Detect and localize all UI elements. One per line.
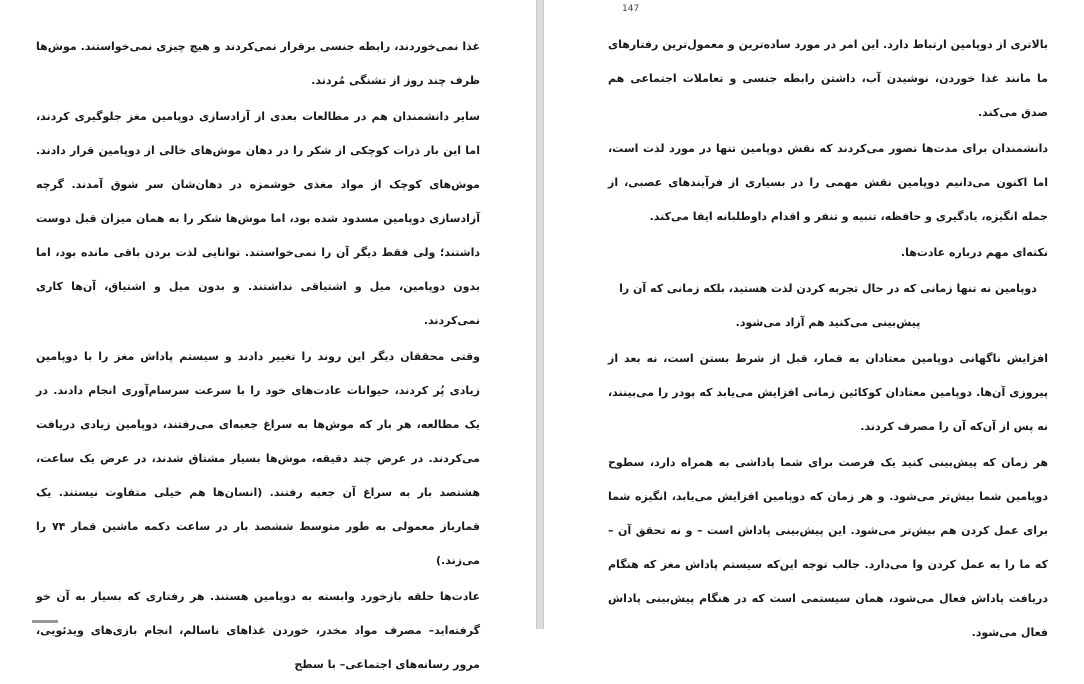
section-heading: نکته‌ای مهم درباره عادت‌ها. [900,246,1048,259]
footnote-rule [32,620,58,623]
paragraph: هر زمان که پیش‌بینی کنید یک فرصت برای شما پاداشی به همراه دارد، سطوح دوپامین شما بیش‌تر می‌شود. و هر زمان که دوپامین افزایش می‌یابد، انگیزه شما برای عمل کردن هم بیش‌تر می‌شود. این پیش‌بینی پاداش است – و نه تحقق آن – که ما را به عمل کردن وا می‌دارد. جالب توجه این‌که سیستم پاداش مغز که هنگام دریافت پاداش فعال می‌شود، همان سیستمی است که در هنگام پیش‌بینی پاداش فعال می‌شود. [608,456,1048,639]
paragraph: وقتی محققان دیگر این روند را تغییر دادند و سیستم پاداش مغز را با دوپامین زیادی پُر کردند، حیوانات عادت‌های خود را با سرعت سرسام‌آوری انجام دادند. در یک مطالعه، هر بار که موش‌ها به سراغ جعبه‌ای می‌رفتند، دوپامین زیادی دریافت می‌کردند. در عرض چند دقیقه، موش‌ها بسیار مشتاق شدند، در عرض یک ساعت، هشتصد بار به سراغ آن جعبه رفتند. (انسان‌ها هم خیلی متفاوت نیستند. یک قمارباز معمولی به طور متوسط ششصد بار در ساعت دکمه ماشین قمار ۷۴ را می‌زند.) [36,350,480,567]
paragraph: غذا نمی‌خوردند، رابطه جنسی برقرار نمی‌کردند و هیچ چیزی نمی‌خواستند. موش‌ها ظرف چند روز از تشنگی مُردند. [36,40,480,87]
left-page [0,0,536,671]
paragraph: عادت‌ها حلقه بازخورد وابسته به دوپامین هستند. هر رفتاری که بسیار به آن خو گرفته‌اید– مصرف مواد مخدر، خوردن غذاهای ناسالم، انجام بازی‌های ویدئویی، مرور رسانه‌های اجتماعی– با سطح [36,590,480,671]
page-gutter [536,0,544,629]
right-page-text [608,28,1048,652]
page-number: 147 [622,4,640,14]
paragraph: دانشمندان برای مدت‌ها تصور می‌کردند که نقش دوپامین تنها در مورد لذت است، اما اکنون می‌دانیم دوپامین نقش مهمی را در بسیاری از فرآیندهای عصبی، از جمله انگیزه، یادگیری و حافظه، تنبیه و تنفر و اقدام داوطلبانه ایفا می‌کند. [608,142,1048,223]
paragraph: بالاتری از دوپامین ارتباط دارد. این امر در مورد ساده‌ترین و معمول‌ترین رفتارهای ما مانند غذا خوردن، نوشیدن آب، داشتن رابطه جنسی و تعاملات اجتماعی هم صدق می‌کند. [608,38,1048,119]
paragraph: افزایش ناگهانی دوپامین معتادان به قمار، قبل از شرط بستن است، نه بعد از پیروزی آن‌ها. دوپامین معتادان کوکائین زمانی افزایش می‌یابد که پودر را می‌بینند، نه پس از آن‌که آن را مصرف کردند. [608,352,1048,433]
paragraph: سایر دانشمندان هم در مطالعات بعدی از آزادسازی دوپامین مغز جلوگیری کردند، اما این بار ذرات کوچکی از شکر را در دهان موش‌های خالی از دوپامین قرار دادند. موش‌های کوچک از مواد مغذی خوشمزه در دهان‌شان سر شوق آمدند. گرچه آزادسازی دوپامین مسدود شده بود، اما موش‌ها شکر را به همان میزان قبل دوست داشتند؛ ولی فقط دیگر آن را نمی‌خواستند. توانایی لذت بردن باقی مانده بود، اما بدون دوپامین، میل و اشتیاقی نداشتند. و بدون میل و اشتیاق، آن‌ها کاری نمی‌کردند. [36,110,480,327]
right-page [544,0,1084,639]
highlight-quote: دوپامین نه تنها زمانی که در حال تجربه کردن لذت هستید، بلکه زمانی که آن را پیش‌بینی می‌کنید هم آزاد می‌شود. [619,282,1037,329]
left-page-text [36,30,480,684]
